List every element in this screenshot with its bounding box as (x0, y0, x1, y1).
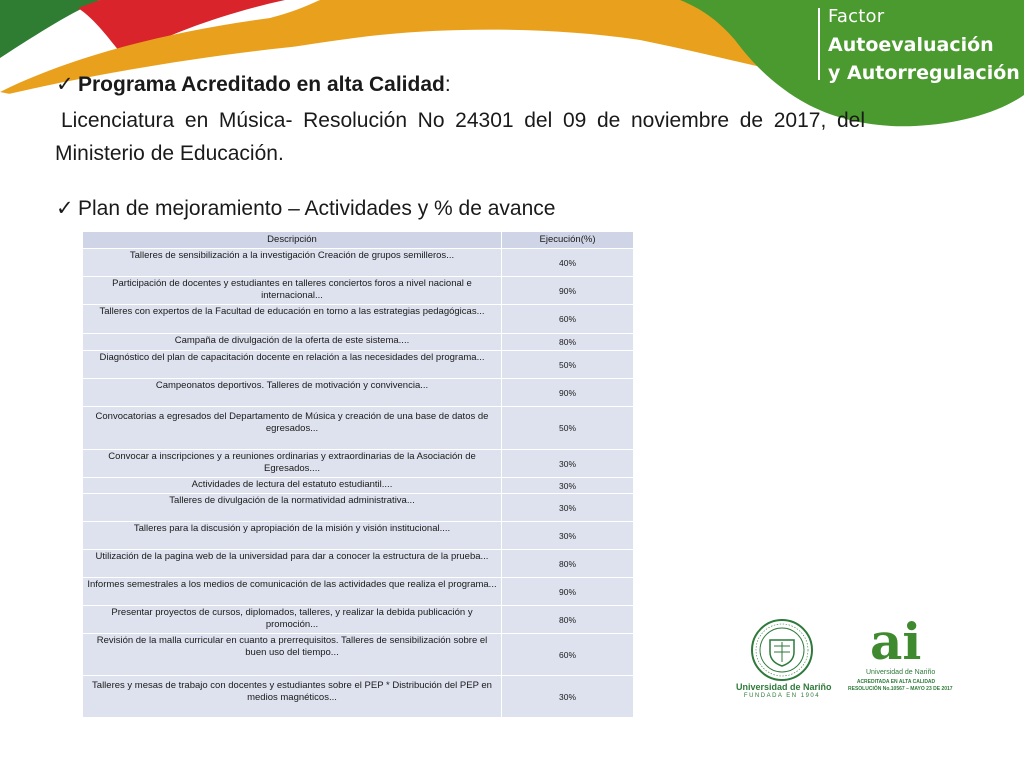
ai-accredited-text: ACREDITADA EN ALTA CALIDAD (856, 679, 936, 685)
table-row (83, 249, 634, 277)
table-row (83, 450, 634, 478)
table-row (83, 277, 634, 305)
row-description: Participación de docentes y estudiantes en talleres conciertos foros a nivel nacional e internacional... (83, 277, 502, 305)
column-header-description: Descripción (83, 232, 502, 249)
checkmark-icon: ✓ (56, 72, 74, 96)
table-row (83, 379, 634, 407)
program-title-colon: : (444, 73, 451, 96)
university-seal-icon (736, 618, 828, 682)
program-detail-text: Licenciatura en Música- Resolución No 24301 del 09 de noviembre de 2017, del Ministerio de Educación. (55, 109, 865, 165)
row-execution-percent: 30% (502, 522, 634, 550)
program-detail (55, 104, 865, 170)
table-row (83, 351, 634, 379)
factor-name-line1: Autoevaluación (828, 34, 994, 56)
table-row (83, 578, 634, 606)
table-row (83, 334, 634, 351)
row-description: Diagnóstico del plan de capacitación docente en relación a las necesidades del programa... (83, 351, 502, 379)
accreditation-logo (848, 612, 953, 700)
row-execution-percent: 90% (502, 277, 634, 305)
row-description: Campaña de divulgación de la oferta de este sistema.... (83, 334, 502, 351)
program-title-line (56, 72, 451, 97)
table-row (83, 634, 634, 676)
factor-title-block (818, 4, 1018, 86)
row-execution-percent: 80% (502, 334, 634, 351)
ai-university-name: Universidad de Nariño (866, 669, 936, 676)
row-description: Talleres para la discusión y apropiación de la misión y visión institucional.... (83, 522, 502, 550)
plan-title: Plan de mejoramiento – Actividades y % de avance (78, 197, 556, 220)
column-header-execution: Ejecución(%) (502, 232, 634, 249)
improvement-plan-table (82, 231, 634, 718)
table-row (83, 522, 634, 550)
row-execution-percent: 30% (502, 478, 634, 494)
row-description: Talleres con expertos de la Facultad de educación en torno a las estrategias pedagógicas... (83, 305, 502, 334)
row-execution-percent: 50% (502, 351, 634, 379)
row-execution-percent: 60% (502, 634, 634, 676)
row-description: Revisión de la malla curricular en cuanto a prerrequisitos. Talleres de sensibilización sobre el buen uso del tiempo... (83, 634, 502, 676)
table-row (83, 676, 634, 718)
udenar-founded: FUNDADA EN 1904 (743, 693, 821, 699)
ai-letters: ai (870, 612, 922, 671)
row-description: Talleres de sensibilización a la investigación Creación de grupos semilleros... (83, 249, 502, 277)
plan-title-line (56, 196, 555, 221)
row-description: Talleres de divulgación de la normatividad administrativa... (83, 494, 502, 522)
row-description: Campeonatos deportivos. Talleres de motivación y convivencia... (83, 379, 502, 407)
row-description: Convocar a inscripciones y a reuniones ordinarias y extraordinarias de la Asociación de Egresados.... (83, 450, 502, 478)
row-execution-percent: 30% (502, 450, 634, 478)
row-execution-percent: 40% (502, 249, 634, 277)
udenar-name: Universidad de Nariño (736, 682, 832, 692)
table-row (83, 407, 634, 450)
row-execution-percent: 90% (502, 379, 634, 407)
row-execution-percent: 90% (502, 578, 634, 606)
table-row (83, 550, 634, 578)
row-description: Talleres y mesas de trabajo con docentes y estudiantes sobre el PEP * Distribución del PEP en medios magnéticos... (83, 676, 502, 718)
table-header-row (83, 232, 634, 249)
factor-label: Factor (828, 6, 885, 27)
table-row (83, 606, 634, 634)
row-description: Presentar proyectos de cursos, diplomados, talleres, y realizar la debida publicación y promoción... (83, 606, 502, 634)
factor-divider-bar (818, 8, 820, 80)
row-execution-percent: 30% (502, 676, 634, 718)
table-row (83, 478, 634, 494)
row-execution-percent: 30% (502, 494, 634, 522)
row-execution-percent: 50% (502, 407, 634, 450)
factor-name-line2: y Autorregulación (828, 62, 1020, 84)
ai-resolution-text: RESOLUCIÓN No.10567 – MAYO 23 DE 2017 (848, 686, 953, 692)
row-description: Informes semestrales a los medios de comunicación de las actividades que realiza el programa... (83, 578, 502, 606)
table-row (83, 305, 634, 334)
row-execution-percent: 80% (502, 550, 634, 578)
row-description: Actividades de lectura del estatuto estudiantil.... (83, 478, 502, 494)
checkmark-icon: ✓ (56, 196, 74, 220)
program-title: Programa Acreditado en alta Calidad (78, 73, 445, 96)
row-description: Convocatorias a egresados del Departamento de Música y creación de una base de datos de egresados... (83, 407, 502, 450)
universidad-narino-logo (736, 618, 832, 708)
row-execution-percent: 80% (502, 606, 634, 634)
row-description: Utilización de la pagina web de la universidad para dar a conocer la estructura de la prueba... (83, 550, 502, 578)
row-execution-percent: 60% (502, 305, 634, 334)
table-row (83, 494, 634, 522)
